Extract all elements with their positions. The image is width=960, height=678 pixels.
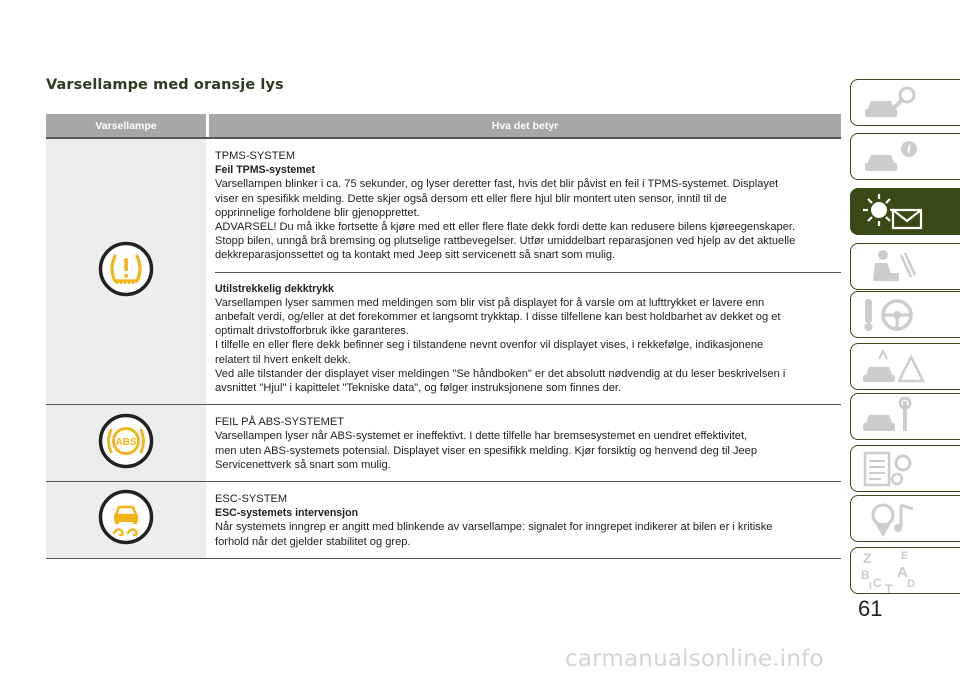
text-line: relatert til hvert enkelt dekk. [215,353,351,366]
divider [215,272,841,273]
table-row [46,139,841,405]
tpms-heading: TPMS-SYSTEM [215,150,296,162]
text-line: men uten ABS-systemets potensial. Displayet viser en spesifikk melding. Kjør forsiktig og henvend deg til Jeep [215,444,758,457]
car-info-icon [861,137,921,177]
table-row [46,405,841,482]
svg-text:T: T [885,581,893,593]
svg-text:B: B [861,567,870,582]
svg-text:C: C [873,575,882,590]
svg-text:E: E [901,549,909,562]
text-line: I tilfelle en eller flere dekk befinner seg i tilstandene nevnt ovenfor vil displayet vises, i rekkefølge, indikasjonene [215,339,764,352]
svg-text:Z: Z [863,549,872,566]
abs-icon-label: ABS [115,436,137,448]
esc-warning-icon [98,489,154,550]
text-line: avsnittet "Hjul" i kapittelet "Tekniske data", og følger instruksjonene som finnes der. [215,382,622,395]
warning-light-table [46,114,841,559]
tab-technical-data[interactable] [850,445,960,492]
abs-warning-icon [98,413,154,474]
svg-text:D: D [907,577,915,590]
svg-text:I: I [869,580,872,592]
abs-heading: FEIL PÅ ABS-SYSTEMET [215,416,345,429]
tab-safety[interactable] [850,243,960,290]
multimedia-icon [861,499,921,539]
table-row [46,482,841,559]
tpms-warning-icon [98,241,154,302]
text-line: opprinnelige forholdene blir gjenopprettet. [215,206,420,219]
section-title: Varsellampe med oransje lys [46,77,284,93]
text-line: Servicenettverk så snart som mulig. [215,458,391,471]
text-line: Varsellampen blinker i ca. 75 sekunder, og lyser deretter fast, hvis det blir påvist en feil i TPMS-systemet. Displayet [215,178,779,191]
text-line: dekkreparasjonssettet og ta kontakt med Jeep sitt servicenett så snart som mulig. [215,249,616,262]
esc-heading: ESC-SYSTEM [215,493,288,506]
tab-maintenance[interactable] [850,393,960,440]
seat-airbag-icon [861,247,921,287]
text-line: optimalt drivstofforbruk ikke garanteres. [215,325,410,338]
text-line: Varsellampen lyser når ABS-systemet er ineffektivt. I dette tilfelle har bremsesystemet en uendret effektivitet, [215,430,748,443]
text-line: Stopp bilen, unngå brå bremsing og plutselige rattbevegelser. Utfør umiddelbart reparasjonen ved hjelp av det aktuelle [215,235,796,248]
header-meaning: Hva det betyr [491,119,559,132]
svg-text:i: i [906,142,912,156]
alphabetical-index-icon [861,549,925,593]
warning-light-message-icon [861,192,927,232]
text-line: anbefalt verdi, og/eller at det forekommer et langsomt trykktap. I disse tilfellene kan best holdbarhet av dekket og et [215,311,781,324]
tab-multimedia[interactable] [850,495,960,542]
table-header [46,114,841,139]
car-search-icon [861,83,921,123]
text-line: Ved alle tilstander der displayet viser meldingen "Se håndboken" er det absolutt nødvendig at du leser beskrivelsen i [215,367,786,380]
text-line: forhold når det gjelder stabilitet og grep. [215,535,411,548]
text-line: ADVARSEL! Du må ikke fortsette å kjøre med ett eller flere flate dekk fordi dette kan redusere bilens kjøreegenskaper. [215,221,796,234]
technical-data-icon [861,449,921,489]
pressure-subheading: Utilstrekkelig dekktrykk [215,282,334,295]
tab-warning-lights[interactable] [850,188,960,235]
tab-index[interactable] [850,547,960,594]
text-line: Når systemets inngrep er angitt med blinkende av varsellampe: signalet for inngrepet indikerer at bilen er i kritiske [215,521,773,534]
text-line: viser en spesifikk melding. Dette skjer også dersom ett eller flere hjul blir montert uten sensor, inntil til de [215,192,727,205]
esc-subheading: ESC-systemets intervensjon [215,507,359,520]
watermark: carmanualsonline.info [565,646,824,672]
tab-car-search[interactable] [850,79,960,126]
tab-emergency[interactable] [850,343,960,390]
tab-car-info[interactable] [850,133,960,180]
page-number: 61 [858,596,883,621]
car-accident-warning-icon [861,347,925,387]
svg-text:A: A [897,563,908,581]
header-warning-light: Varsellampe [95,119,157,132]
steering-key-icon [861,295,921,335]
tab-driving[interactable] [850,291,960,338]
car-wrench-icon [861,397,921,437]
tpms-subheading: Feil TPMS-systemet [215,164,316,177]
text-line: Varsellampen lyser sammen med meldingen som blir vist på displayet for å varsle om at lufttrykket er lavere enn [215,296,765,309]
